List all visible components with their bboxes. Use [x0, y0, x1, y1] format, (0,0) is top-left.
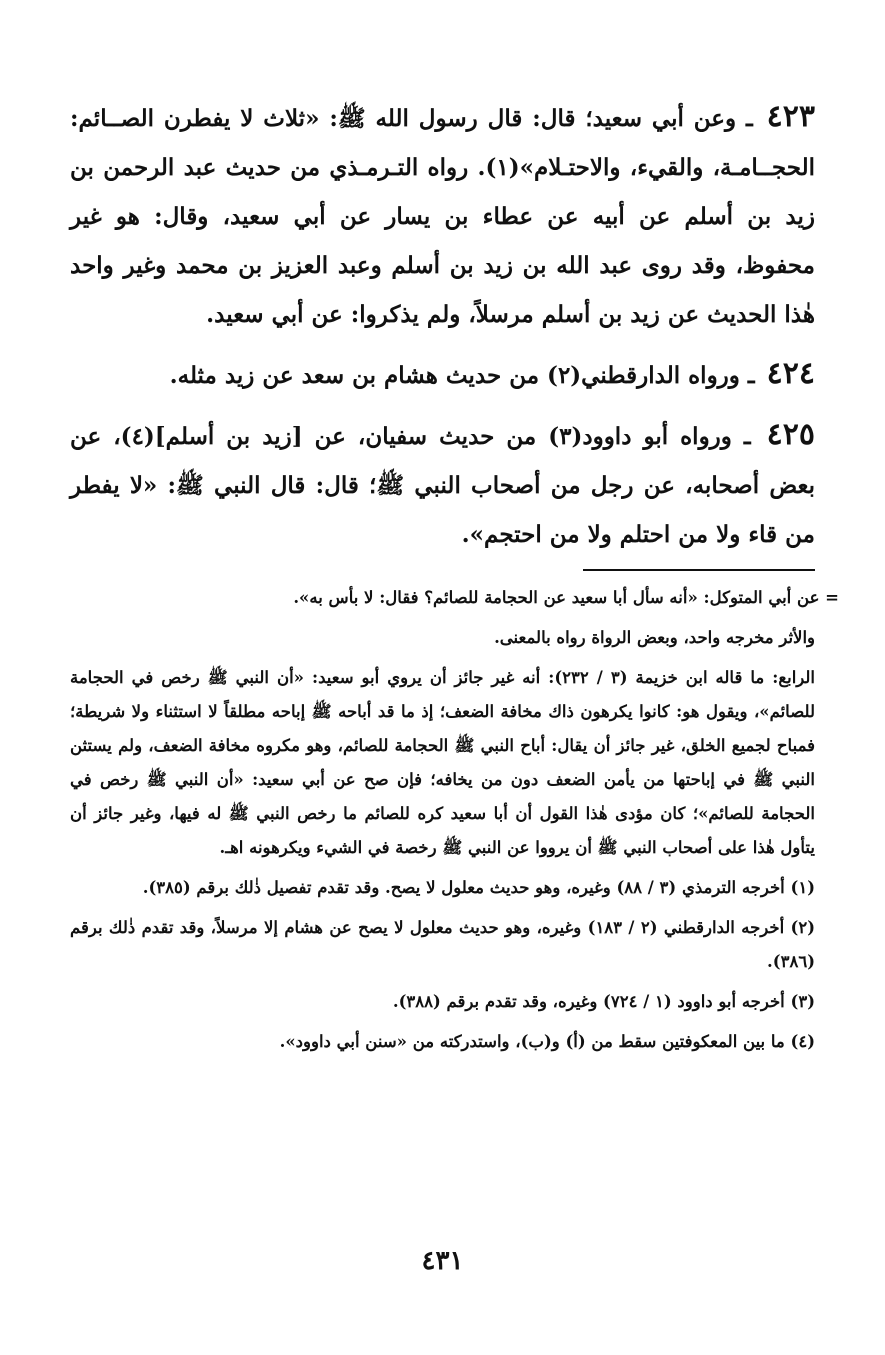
hadith-text: ـ وعن أبي سعيد؛ قال: قال رسول الله ﷺ: «ثلاث لا يفطرن الصــائم: الحجــامـة، والقيء، والاحتـلام»(١). رواه التـرمـذي من حديث عبد الرحمن بن زيد بن أسلم عن أبيه عن عطاء بن يسار عن أبي سعيد، وقال: هو غير محفوظ، وقد روى عبد الله بن زيد بن أسلم وعبد العزيز بن محمد وغير واحد هٰذا الحديث عن زيد بن أسلم مرسلاً، ولم يذكروا: عن أبي سعيد.	[70, 105, 816, 328]
hadith-number: ٤٢٣	[766, 99, 815, 134]
footnote-separator	[583, 569, 815, 571]
footnote-2: (٢) أخرجه الدارقطني (٢ / ١٨٣) وغيره، وهو حديث معلول لا يصح عن هشام إلا مرسلاً، وقد تقدم ذٰلك برقم (٣٨٦).	[70, 918, 816, 971]
hadith-text: ـ ورواه أبو داوود(٣) من حديث سفيان، عن [زيد بن أسلم](٤)، عن بعض أصحابه، عن رجل من أصحاب النبي ﷺ؛ قال: قال النبي ﷺ: «لا يفطر من قاء ولا من احتلم ولا من احتجم».	[70, 423, 815, 548]
hadith-424	[70, 349, 815, 400]
hadith-423	[70, 92, 815, 339]
hadith-number: ٤٢٤	[766, 356, 815, 391]
footnote-3: (٣) أخرجه أبو داوود (١ / ٧٢٤) وغيره، وقد تقدم برقم (٣٨٨).	[392, 992, 815, 1011]
main-text	[70, 92, 815, 559]
footnote-continuation: والأثر مخرجه واحد، وبعض الرواة رواه بالمعنى.	[494, 628, 815, 647]
hadith-number: ٤٢٥	[766, 417, 816, 452]
hadith-text: ـ ورواه الدارقطني(٢) من حديث هشام بن سعد عن زيد مثله.	[169, 362, 755, 389]
footnote-4: (٤) ما بين المعكوفتين سقط من (أ) و(ب)، واستدركته من «سنن أبي داوود».	[279, 1032, 815, 1051]
footnotes	[70, 581, 839, 1059]
footnote-1: (١) أخرجه الترمذي (٣ / ٨٨) وغيره، وهو حديث معلول لا يصح. وقد تقدم تفصيل ذٰلك برقم (٣٨٥).	[142, 878, 815, 897]
footnote-continuation: الرابع: ما قاله ابن خزيمة (٣ / ٢٣٢): أنه غير جائز أن يروي أبو سعيد: «أن النبي ﷺ رخص في الحجامة للصائم»، ويقول هو: كانوا يكرهون ذاك مخافة الضعف؛ إذ ما قد أباحه ﷺ إباحه مطلقاً لا استثناء ولا شريطة؛ فمباح لجميع الخلق، غير جائز أن يقال: أباح النبي ﷺ الحجامة للصائم، وهو مكروه مخافة الضعف، ولم يستثن النبي ﷺ في إباحتها من يأمن الضعف دون من يخافه؛ فإن صح عن أبي سعيد: «أن النبي ﷺ رخص في الحجامة للصائم»؛ كان مؤدى هٰذا القول أن أبا سعيد كره للصائم ما رخص النبي ﷺ له فيها، وغير جائز أن يتأول هٰذا على أصحاب النبي ﷺ أن يرووا عن النبي ﷺ رخصة في الشيء ويكرهونه اهـ.	[70, 668, 816, 857]
hadith-425	[70, 410, 815, 559]
page-number: ٤٣١	[421, 1246, 464, 1276]
footnote-continuation: = عن أبي المتوكل: «أنه سأل أبا سعيد عن الحجامة للصائم؟ فقال: لا بأس به».	[293, 588, 839, 607]
